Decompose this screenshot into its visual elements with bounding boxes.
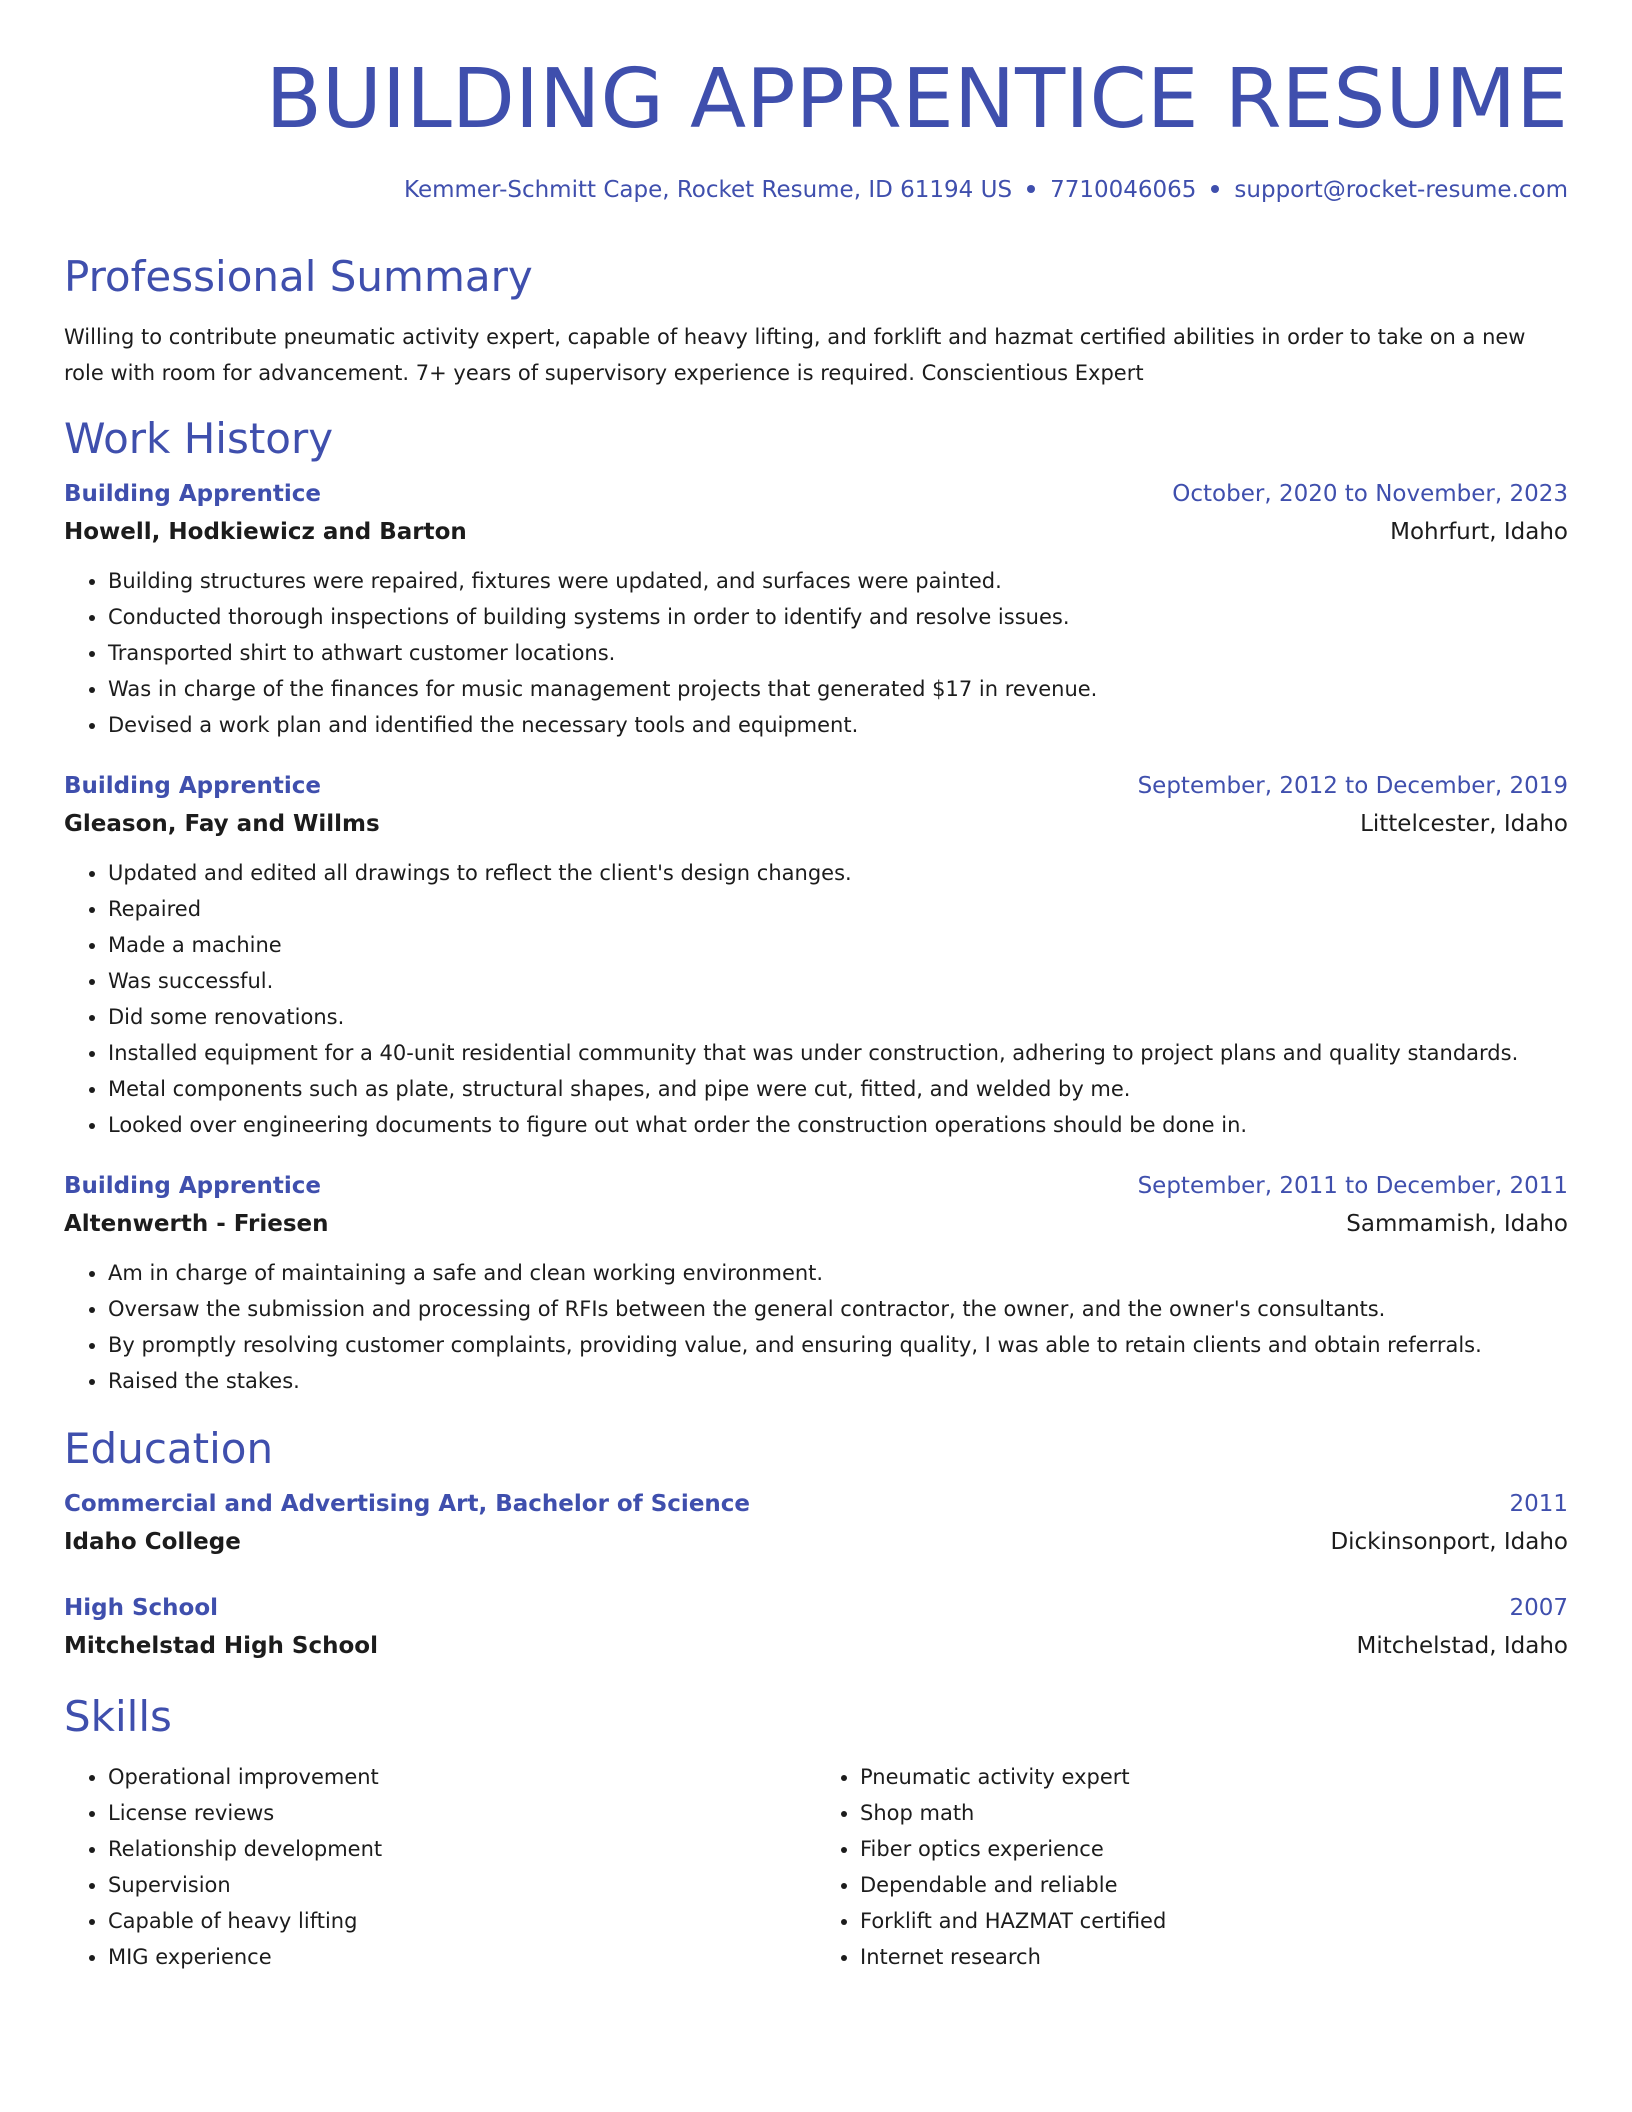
contact-line [64,175,1568,205]
job-bullet: • Updated and edited all drawings to reflect the client's design changes. [108,855,1568,891]
education-school: Mitchelstad High School [64,1633,378,1659]
skills-column-left [64,1759,816,1975]
job-bullet: • Repaired [108,891,1568,927]
job-bullets [64,1255,1568,1399]
job-location: Sammamish, Idaho [1346,1211,1568,1237]
section-title-skills: Skills [64,1692,172,1741]
section-title-work-history: Work History [64,414,334,463]
job-bullet: • Made a machine [108,927,1568,963]
education-entry [64,1485,1568,1561]
job-bullet: • Devised a work plan and identified the necessary tools and equipment. [108,707,1568,743]
skill-item: • Shop math [860,1795,1568,1831]
skill-item: • Supervision [108,1867,816,1903]
education-location: Mitchelstad, Idaho [1356,1633,1568,1659]
job-bullet: • By promptly resolving customer complaints, providing value, and ensuring quality, I was able to retain clients and obtain referrals. [108,1327,1568,1363]
job-bullet: • Am in charge of maintaining a safe and clean working environment. [108,1255,1568,1291]
job-location: Mohrfurt, Idaho [1390,519,1568,545]
education-degree: High School [64,1595,219,1621]
job-bullet: • Looked over engineering documents to figure out what order the construction operations should be done in. [108,1107,1568,1143]
job-bullet: • Conducted thorough inspections of building systems in order to identify and resolve issues. [108,599,1568,635]
skill-item: • Forklift and HAZMAT certified [860,1903,1568,1939]
skill-item: • License reviews [108,1795,816,1831]
contact-address: Kemmer-Schmitt Cape, Rocket Resume, ID 61194 US [404,177,1013,203]
job-dates: September, 2012 to December, 2019 [1137,773,1568,799]
job-bullet: • Installed equipment for a 40-unit residential community that was under construction, adhering to project plans and quality standards. [108,1035,1568,1071]
job-role: Building Apprentice [64,1173,322,1199]
education-location: Dickinsonport, Idaho [1330,1529,1568,1555]
education-year: 2011 [1509,1491,1568,1517]
summary-text: Willing to contribute pneumatic activity expert, capable of heavy lifting, and forklift and hazmat certified abilities in order to take on a new role with room for advancement. 7+ years of supervisory experience is required. Conscientious Expert [64,325,1526,385]
skills-column-right [816,1759,1568,1975]
skill-item: • Fiber optics experience [860,1831,1568,1867]
job-bullet: • Transported shirt to athwart customer locations. [108,635,1568,671]
job-company: Howell, Hodkiewicz and Barton [64,519,467,545]
section-title-summary: Professional Summary [64,252,533,301]
job-role: Building Apprentice [64,773,322,799]
skill-item: • Internet research [860,1939,1568,1975]
skill-item: • Pneumatic activity expert [860,1759,1568,1795]
job-bullets [64,563,1568,743]
job-entry [64,1167,1568,1399]
job-bullets [64,855,1568,1143]
education-school: Idaho College [64,1529,241,1555]
skill-item: • Capable of heavy lifting [108,1903,816,1939]
contact-phone: 7710046065 [1050,177,1197,203]
job-dates: September, 2011 to December, 2011 [1137,1173,1568,1199]
job-bullet: • Oversaw the submission and processing of RFIs between the general contractor, the owner, and the owner's consultants. [108,1291,1568,1327]
job-bullet: • Raised the stakes. [108,1363,1568,1399]
bullet-separator [1211,185,1219,193]
bullet-separator [1027,185,1035,193]
job-location: Littelcester, Idaho [1360,811,1568,837]
job-role: Building Apprentice [64,481,322,507]
contact-email[interactable]: support@rocket-resume.com [1234,177,1568,203]
job-bullet: • Metal components such as plate, structural shapes, and pipe were cut, fitted, and welded by me. [108,1071,1568,1107]
skill-item: • Relationship development [108,1831,816,1867]
skill-item: • Dependable and reliable [860,1867,1568,1903]
education-year: 2007 [1509,1595,1568,1621]
job-dates: October, 2020 to November, 2023 [1172,481,1568,507]
job-entry [64,475,1568,743]
resume-title: BUILDING APPRENTICE RESUME [265,52,1568,147]
job-entry [64,767,1568,1143]
job-bullet: • Was in charge of the finances for music management projects that generated $17 in revenue. [108,671,1568,707]
education-entry [64,1589,1568,1665]
job-bullet: • Was successful. [108,963,1568,999]
section-title-education: Education [64,1424,274,1473]
job-company: Altenwerth - Friesen [64,1211,329,1237]
education-degree: Commercial and Advertising Art, Bachelor of Science [64,1491,751,1517]
job-bullet: • Did some renovations. [108,999,1568,1035]
job-company: Gleason, Fay and Willms [64,811,380,837]
skills-list [64,1759,1568,1975]
job-bullet: • Building structures were repaired, fixtures were updated, and surfaces were painted. [108,563,1568,599]
skill-item: • MIG experience [108,1939,816,1975]
skill-item: • Operational improvement [108,1759,816,1795]
